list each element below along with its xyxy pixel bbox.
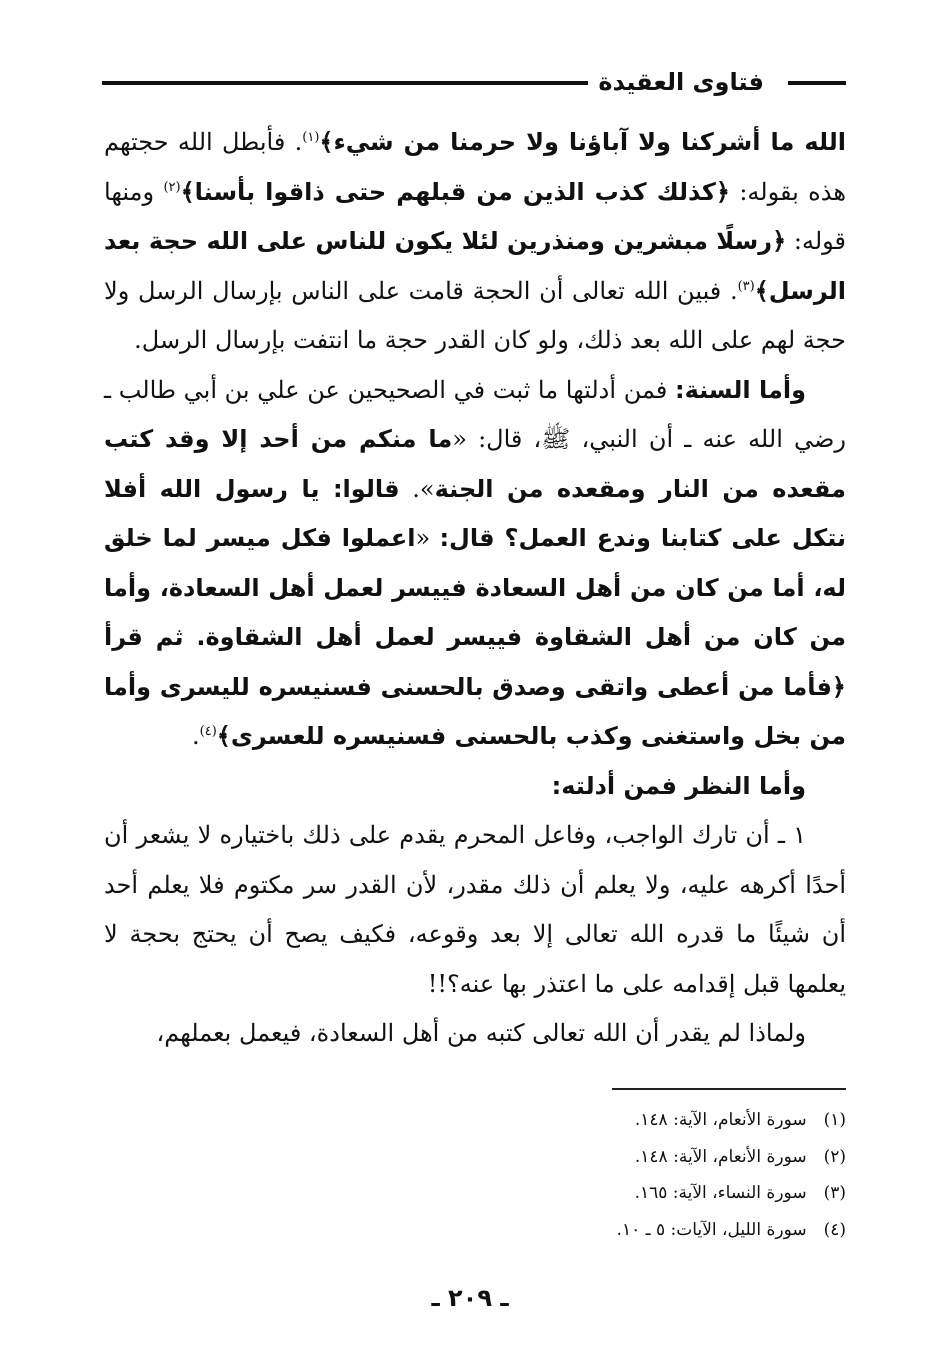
footnote-number: (٣) (823, 1183, 846, 1203)
text-run: فمن أدلتها ما ثبت في الصحيحين عن علي بن أبي طالب ـ رضي الله عنه ـ أن النبي، ﷺ، قال: « (104, 375, 846, 453)
paragraph-point-1: ١ ـ أن تارك الواجب، وفاعل المحرم يقدم على ذلك باختياره لا يشعر أن أحدًا أكرهه عليه، ولا يعلم أن ذلك مقدر، لأن القدر سر مكتوم فلا يعلم أحد أن شيئًا ما قدره الله تعالى إلا بعد وقوعه، فكيف يصح أن يحتج بحجة لا يعلمها قبل إقدامه على ما اعتذر بها عنه؟!! (104, 821, 846, 998)
header-title: فتاوى العقيدة (598, 68, 764, 96)
hadith-quote: اعملوا فكل ميسر لما خلق له، أما من كان من أهل السعادة فييسر لعمل أهل السعادة، وأما من كان من أهل الشقاوة فييسر لعمل أهل الشقاوة. ثم قرأ ﴿فأما من أعطى واتقى وصدق بالحسنى فسنيسره لليسرى وأما من بخل واستغنى وكذب بالحسنى فسنيسره للعسرى﴾ (104, 524, 846, 750)
text-run: « (415, 524, 440, 552)
footnote-ref-3: (٣) (737, 278, 755, 294)
footnote-item (346, 1139, 846, 1176)
header-rule-short (788, 81, 846, 85)
footnote-item (346, 1175, 846, 1212)
footnote-number: (٢) (823, 1146, 846, 1167)
section-lead-reason: وأما النظر فمن أدلته: (551, 771, 806, 800)
paragraph-continued (104, 118, 846, 366)
text-run: . فأبطل الله حجتهم هذه بقوله: (104, 128, 846, 206)
page-number: ـ ٢٠٩ ـ (431, 1284, 509, 1312)
running-header (102, 62, 846, 102)
footnote-item (346, 1212, 846, 1249)
text-run: . (192, 722, 200, 750)
main-text (104, 118, 846, 1059)
footnote-text: سورة النساء، الآية: ١٦٥. (634, 1183, 807, 1203)
footnote-separator (612, 1088, 846, 1090)
hadith-quote: ما منكم من أحد إلا وقد كتب مقعده من النار ومقعده من الجنة (104, 425, 846, 503)
text-run: ». (399, 474, 435, 503)
paragraph-continues: ولماذا لم يقدر أن الله تعالى كتبه من أهل السعادة، فيعمل بعملهم، (156, 1019, 806, 1047)
footnote-number: (٤) (823, 1219, 846, 1240)
text-run: . فبين الله تعالى أن الحجة قامت على الناس بإرسال الرسل ولا حجة لهم على الله بعد ذلك، ولو كان القدر حجة ما انتفت بإرسال الرسل. (104, 276, 846, 354)
quran-quote-end: الله ما أشركنا ولا آباؤنا ولا حرمنا من شيء﴾ (319, 128, 846, 156)
text-run: ومنها قوله: (104, 177, 847, 255)
footnote-ref-4: (٤) (199, 724, 217, 739)
footnotes (346, 1102, 846, 1248)
footnote-item (346, 1102, 846, 1139)
footnote-number: (١) (823, 1110, 846, 1130)
section-lead-sunnah: وأما السنة: (674, 375, 806, 404)
paragraph-sunnah (104, 366, 846, 762)
footnote-text: سورة الأنعام، الآية: ١٤٨. (634, 1110, 807, 1130)
hadith-quote: قالوا: يا رسول الله أفلا نتكل على كتابنا وندع العمل؟ قال: (104, 474, 847, 552)
paragraph-reason-heading (104, 762, 846, 812)
footnote-text: سورة الأنعام، الآية: ١٤٨. (634, 1146, 807, 1167)
footnote-ref-2: (٢) (163, 179, 181, 195)
header-rule-long (102, 81, 588, 85)
footnote-text: سورة الليل، الآيات: ٥ ـ ١٠. (616, 1219, 807, 1240)
quran-quote: ﴿كذلك كذب الذين من قبلهم حتى ذاقوا بأسنا﴾ (180, 177, 730, 206)
quran-quote: ﴿رسلًا مبشرين ومنذرين لئلا يكون للناس على الله حجة بعد الرسل﴾ (104, 227, 846, 305)
footnote-ref-1: (١) (302, 130, 320, 145)
